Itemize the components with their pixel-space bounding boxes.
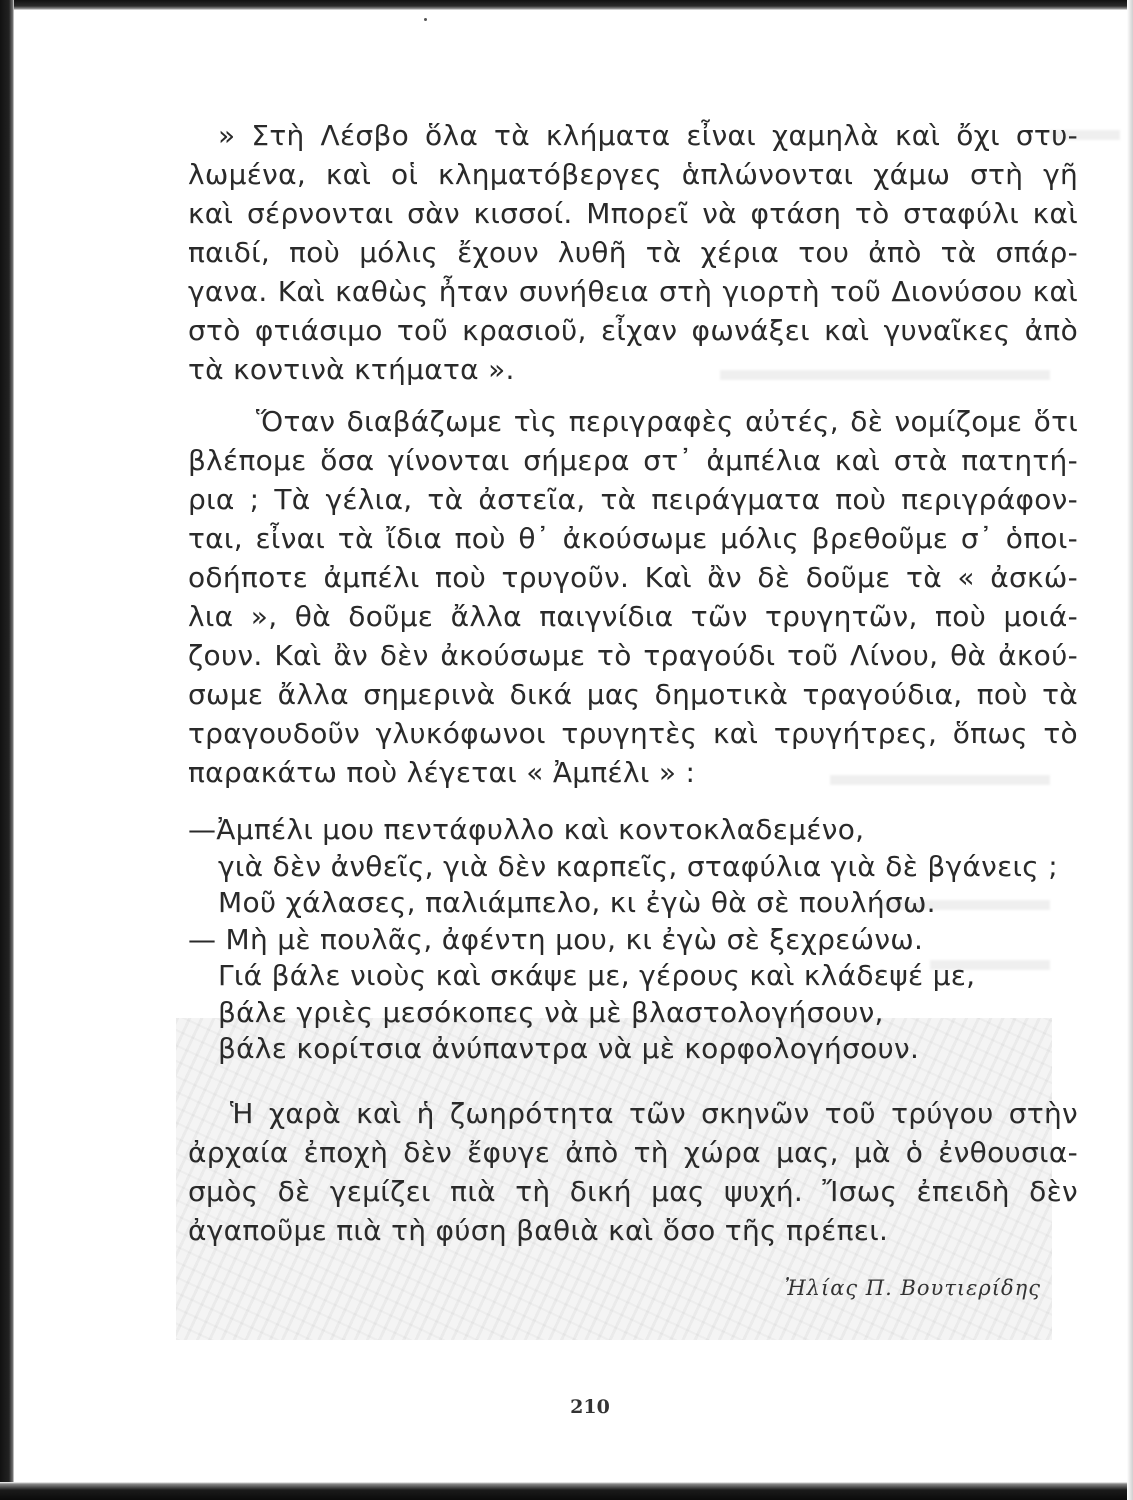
text-line: σωμε ἄλλα σημερινὰ δικά μας δημοτικὰ τραγούδια, ποὺ τὰ [188, 678, 1078, 711]
folk-song-ampeli [188, 812, 1078, 1068]
poem-line: βάλε γριὲς μεσόκοπες νὰ μὲ βλαστολογήσουν, [218, 995, 884, 1029]
text-line: λια », θὰ δοῦμε ἄλλα παιγνίδια τῶν τρυγητῶν, ποὺ μοιά- [188, 600, 1078, 633]
scan-border-left [0, 0, 14, 1500]
poem-line: —Ἀμπέλι μου πεντάφυλλο καὶ κοντοκλαδεμένο, [188, 813, 865, 846]
text-line: σμὸς δὲ γεμίζει πιὰ τὴ δική μας ψυχή. Ἴσως ἐπειδὴ δὲν [188, 1175, 1078, 1208]
poem-line: Γιά βάλε νιοὺς καὶ σκάψε με, γέρους καὶ κλάδεψέ με, [218, 959, 976, 992]
text-line: Ἡ χαρὰ καὶ ἡ ζωηρότητα τῶν σκηνῶν τοῦ τρύγου στὴν [230, 1097, 1078, 1130]
text-line: παιδί, ποὺ μόλις ἔχουν λυθῆ τὰ χέρια του ἀπὸ τὰ σπάρ- [188, 236, 1078, 269]
text-line: » Στὴ Λέσβο ὅλα τὰ κλήματα εἶναι χαμηλὰ καὶ ὄχι στυ- [218, 119, 1078, 152]
paragraph-descriptions [188, 402, 1078, 792]
poem-line: γιὰ δὲν ἀνθεῖς, γιὰ δὲν καρπεῖς, σταφύλια γιὰ δὲ βγάνεις ; [218, 849, 1058, 883]
text-line: καὶ σέρνονται σὰν κισσοί. Μπορεῖ νὰ φτάση τὸ σταφύλι καὶ [188, 197, 1078, 230]
text-line: ρια ; Τὰ γέλια, τὰ ἀστεῖα, τὰ πειράγματα ποὺ περιγράφον- [188, 483, 1078, 516]
text-line: παρακάτω ποὺ λέγεται « Ἀμπέλι » : [188, 756, 696, 789]
text-line: στὸ φτιάσιμο τοῦ κρασιοῦ, εἶχαν φωνάξει καὶ γυναῖκες ἀπὸ [188, 314, 1078, 347]
scan-border-top [0, 0, 1133, 10]
text-line: γανα. Καὶ καθὼς ἦταν συνήθεια στὴ γιορτὴ τοῦ Διονύσου καὶ [188, 275, 1078, 308]
poem-line: βάλε κορίτσια ἀνύπαντρα νὰ μὲ κορφολογήσουν. [218, 1032, 920, 1065]
text-line: ἀγαποῦμε πιὰ τὴ φύση βαθιὰ καὶ ὅσο τῆς πρέπει. [188, 1214, 889, 1247]
text-line: βλέπομε ὅσα γίνονται σήμερα στ᾿ ἀμπέλια καὶ στὰ πατητή- [188, 444, 1078, 477]
paragraph-joy [188, 1094, 1078, 1250]
text-line: ἀρχαία ἐποχὴ δὲν ἔφυγε ἀπὸ τὴ χώρα μας, μὰ ὁ ἐνθουσια- [188, 1136, 1078, 1169]
text-line: τραγουδοῦν γλυκόφωνοι τρυγητὲς καὶ τρυγήτρες, ὅπως τὸ [188, 717, 1078, 750]
text-line: Ὅταν διαβάζωμε τὶς περιγραφὲς αὐτές, δὲ νομίζομε ὅτι [256, 405, 1078, 438]
text-line: τὰ κοντινὰ κτήματα ». [188, 353, 515, 386]
page-number: 210 [570, 1396, 610, 1418]
text-line: οδήποτε ἀμπέλι ποὺ τρυγοῦν. Καὶ ἂν δὲ δοῦμε τὰ « ἀσκώ- [188, 561, 1078, 594]
scan-border-bottom [0, 1482, 1133, 1500]
poem-line: — Μὴ μὲ πουλᾶς, ἀφέντη μου, κι ἐγὼ σὲ ξεχρεώνω. [188, 922, 924, 956]
author-signature: Ἠλίας Π. Βουτιερίδης [784, 1276, 1041, 1300]
text-line: ζουν. Καὶ ἂν δὲν ἀκούσωμε τὸ τραγούδι τοῦ Λίνου, θὰ ἀκού- [188, 639, 1078, 672]
text-line: λωμένα, καὶ οἱ κληματόβεργες ἁπλώνονται χάμω στὴ γῆ [188, 158, 1078, 191]
poem-line: Μοῦ χάλασες, παλιάμπελο, κι ἐγὼ θὰ σὲ πουλήσω. [218, 886, 936, 919]
page-edge-right [1127, 0, 1133, 1500]
scan-speck [424, 18, 427, 21]
text-line: ται, εἶναι τὰ ἴδια ποὺ θ᾿ ἀκούσωμε μόλις βρεθοῦμε σ᾿ ὁποι- [188, 522, 1078, 555]
paragraph-lesvos [188, 116, 1078, 389]
